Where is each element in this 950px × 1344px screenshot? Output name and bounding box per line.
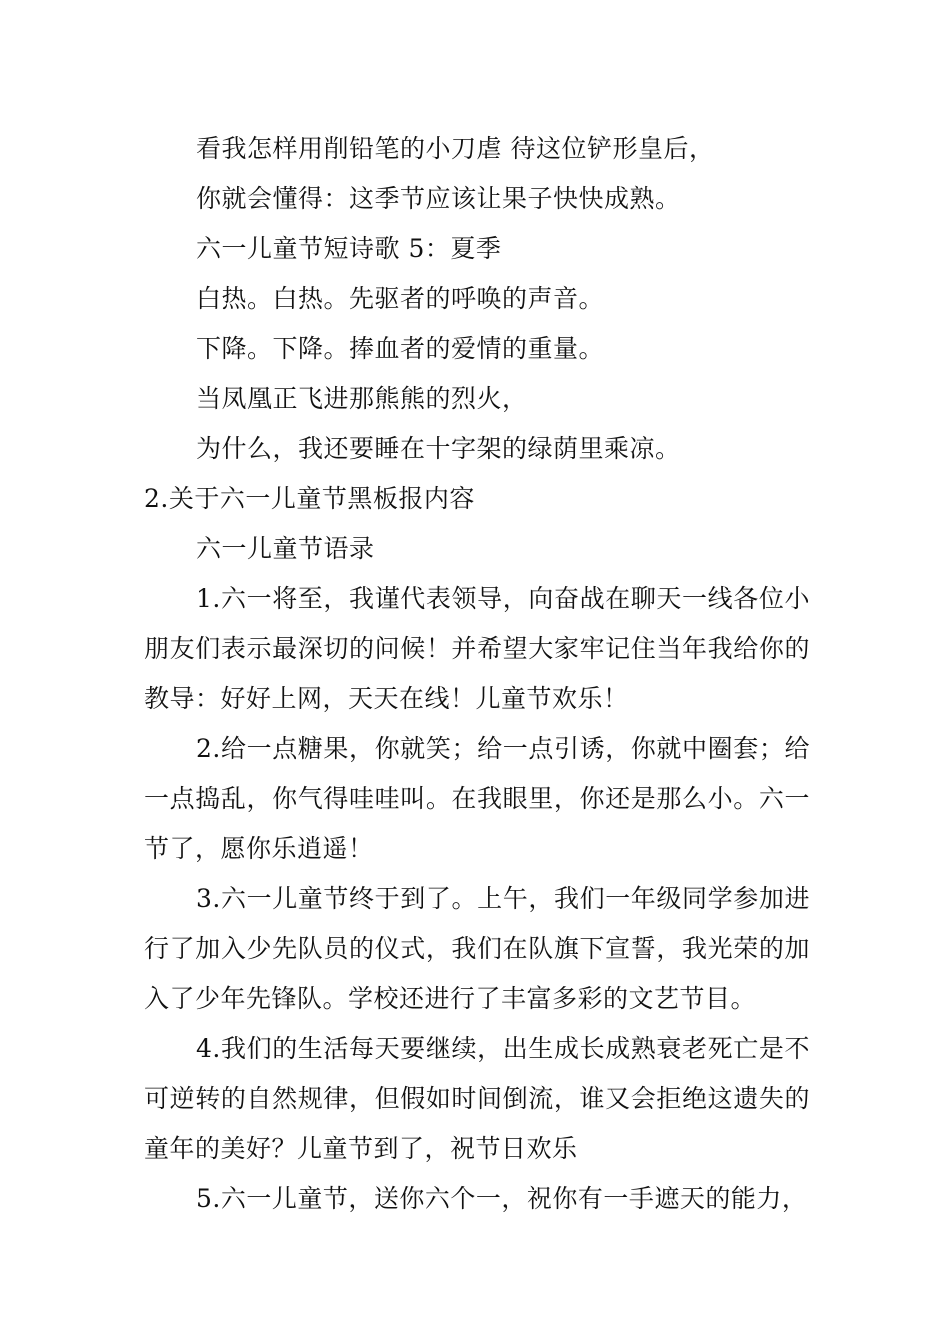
section-subheading: 六一儿童节语录: [196, 534, 375, 563]
section-heading: 2.关于六一儿童节黑板报内容: [144, 484, 475, 513]
poem-tail: [144, 124, 810, 224]
poem-line: 下降。下降。捧血者的爱情的重量。: [196, 334, 605, 363]
quote-item: 5.六一儿童节，送你六个一，祝你有一手遮天的能力，: [196, 1184, 808, 1213]
poem5: [144, 224, 810, 474]
quote-item: 4.我们的生活每天要继续，出生成长成熟衰老死亡是不可逆转的自然规律，但假如时间倒流，谁又会拒绝这遗失的童年的美好？儿童节到了，祝节日欢乐: [144, 1034, 810, 1163]
quote-item: 1.六一将至，我谨代表领导，向奋战在聊天一线各位小朋友们表示最深切的问候！并希望大家牢记住当年我给你的教导：好好上网，天天在线！儿童节欢乐！: [144, 584, 810, 713]
poem-line: 看我怎样用削铅笔的小刀虐 待这位铲形皇后，: [196, 134, 715, 163]
poem-line: 你就会懂得：这季节应该让果子快快成熟。: [196, 184, 681, 213]
poem-line: 当凤凰正飞进那熊熊的烈火，: [196, 384, 528, 413]
section2: [144, 474, 810, 1224]
quote-item: 2.给一点糖果，你就笑；给一点引诱，你就中圈套；给一点捣乱，你气得哇哇叫。在我眼里，你还是那么小。六一节了，愿你乐逍遥！: [144, 734, 810, 863]
poem-line: 为什么，我还要睡在十字架的绿荫里乘凉。: [196, 434, 681, 463]
poem5-title: 六一儿童节短诗歌 5：夏季: [196, 234, 502, 263]
poem-line: 白热。白热。先驱者的呼唤的声音。: [196, 284, 605, 313]
quote-item: 3.六一儿童节终于到了。上午，我们一年级同学参加进行了加入少先队员的仪式，我们在队旗下宣誓，我光荣的加入了少年先锋队。学校还进行了丰富多彩的文艺节目。: [144, 884, 810, 1013]
